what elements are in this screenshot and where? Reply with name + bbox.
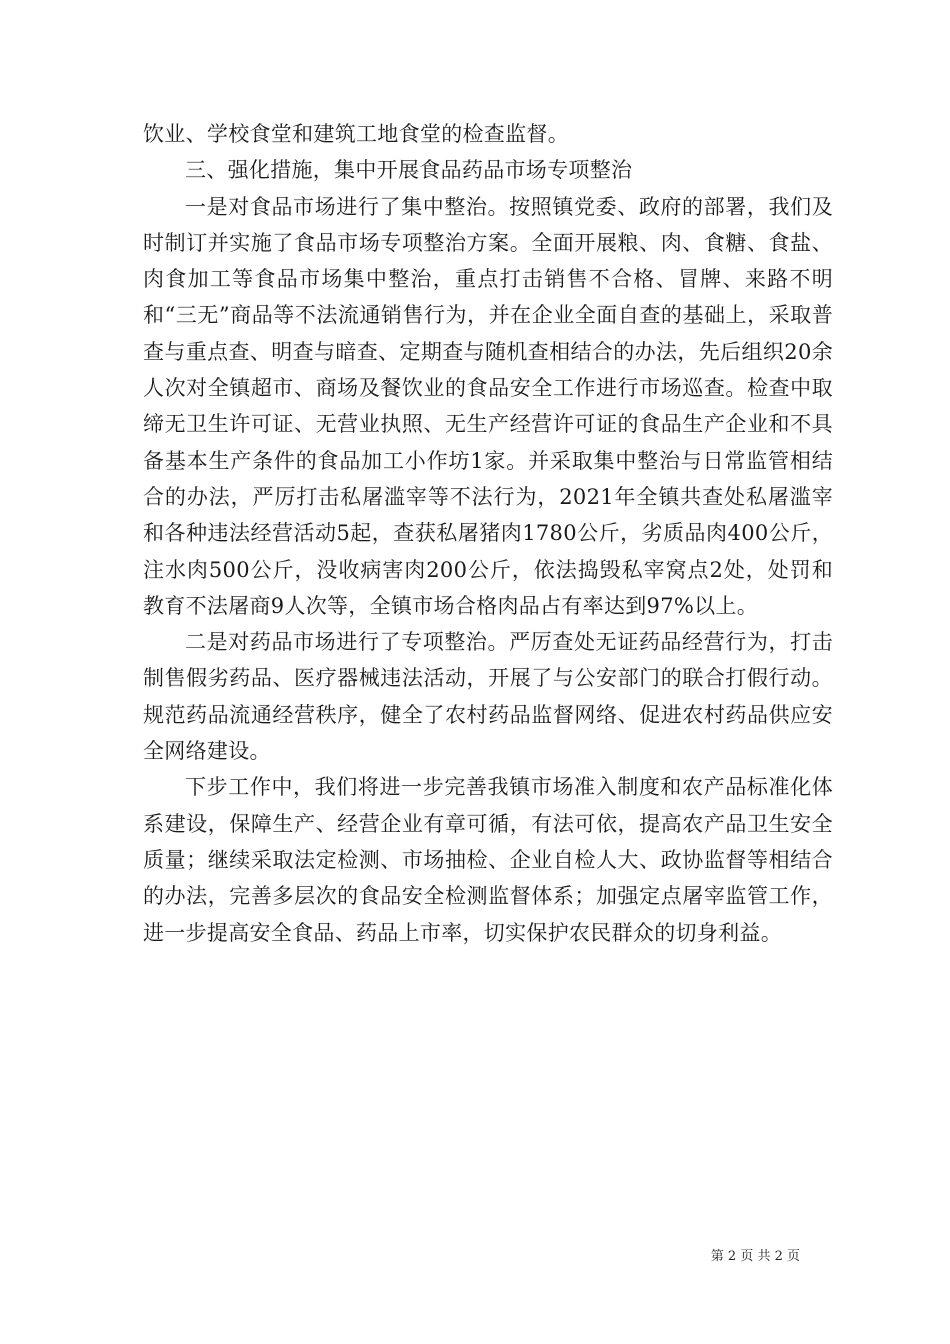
document-body xyxy=(143,116,833,951)
page-number-footer: 第 2 页 共 2 页 xyxy=(710,1249,800,1264)
paragraph-continuation: 饮业、学校食堂和建筑工地食堂的检查监督。 xyxy=(143,122,569,146)
paragraph-next-steps: 下步工作中，我们将进一步完善我镇市场准入制度和农产品标准化体系建设，保障生产、经营企业有章可循，有法可依，提高农产品卫生安全质量；继续采取法定检测、市场抽检、企业自检人大、政协监督等相结合的办法，完善多层次的食品安全检测监督体系；加强定点屠宰监管工作，进一步提高安全食品、药品上市率，切实保护农民群众的切身利益。 xyxy=(143,775,833,945)
section-heading: 三、强化措施，集中开展食品药品市场专项整治 xyxy=(185,158,633,183)
paragraph-drug-market: 二是对药品市场进行了专项整治。严厉查处无证药品经营行为，打击制售假劣药品、医疗器械违法活动，开展了与公安部门的联合打假行动。规范药品流通经营秩序，健全了农村药品监督网络、促进农村药品供应安全网络建设。 xyxy=(143,630,833,764)
paragraph-food-market: 一是对食品市场进行了集中整治。按照镇党委、政府的部署，我们及时制订并实施了食品市场专项整治方案。全面开展粮、肉、食糖、食盐、肉食加工等食品市场集中整治，重点打击销售不合格、冒牌、来路不明和“三无”商品等不法流通销售行为，并在企业全面自查的基础上，采取普查与重点查、明查与暗查、定期查与随机查相结合的办法，先后组织20余人次对全镇超市、商场及餐饮业的食品安全工作进行市场巡查。检查中取缔无卫生许可证、无营业执照、无生产经营许可证的食品生产企业和不具备基本生产条件的食品加工小作坊1家。并采取集中整治与日常监管相结合的办法，严厉打击私屠滥宰等不法行为，2021年全镇共查处私屠滥宰和各种违法经营活动5起，查获私屠猪肉1780公斤，劣质品肉400公斤，注水肉500公斤，没收病害肉200公斤，依法捣毁私宰窝点2处，处罚和教育不法屠商9人次等，全镇市场合格肉品占有率达到97%以上。 xyxy=(143,194,833,618)
